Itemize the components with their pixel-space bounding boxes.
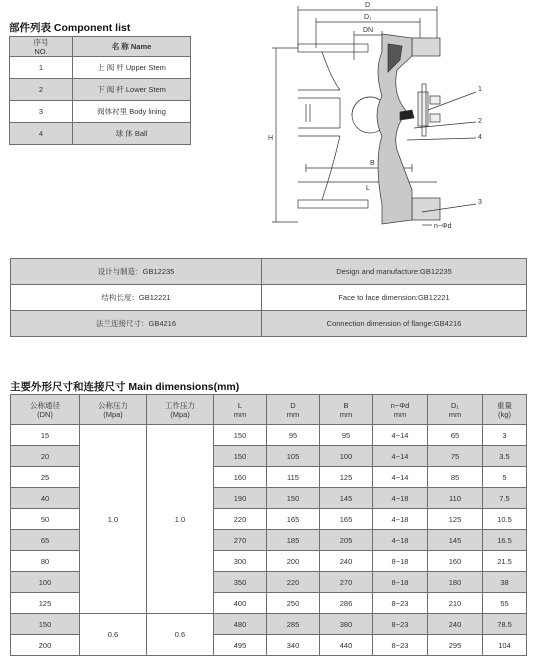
cell-l: 480	[214, 614, 267, 635]
header-L	[214, 395, 267, 425]
cell-l: 400	[214, 593, 267, 614]
cell-d1: 295	[428, 635, 483, 656]
header-nominal-pressure	[80, 395, 147, 425]
header-D1-label: D₁	[451, 400, 459, 410]
table-row	[11, 614, 527, 635]
standard-cn: 设计与制造：GB12235	[11, 259, 262, 285]
cell-dn: 150	[11, 614, 80, 635]
header-D1-unit: mm	[448, 409, 462, 419]
cell-l: 160	[214, 467, 267, 488]
label-L: L	[366, 185, 370, 192]
cell-dn: 200	[11, 635, 80, 656]
cell-nominal-pressure: 0.6	[80, 614, 147, 656]
header-L-label: L	[237, 400, 243, 410]
cell-kg: 10.5	[483, 509, 527, 530]
cell-nd: 4−14	[373, 446, 428, 467]
header-wp-cn: 工作压力	[165, 400, 195, 410]
dimensions-title: 主要外形尺寸和连接尺寸 Main dimensions(mm)	[10, 381, 240, 393]
cell-b: 145	[320, 488, 373, 509]
header-nd-unit: mm	[393, 409, 407, 419]
cell-kg: 16.5	[483, 530, 527, 551]
cell-d1: 125	[428, 509, 483, 530]
component-row	[10, 101, 191, 123]
cell-d: 220	[267, 572, 320, 593]
dimensions-table	[10, 394, 527, 656]
cell-b: 286	[320, 593, 373, 614]
cell-nd: 4−18	[373, 509, 428, 530]
cell-l: 190	[214, 488, 267, 509]
cell-nd: 8−18	[373, 572, 428, 593]
callout-1: 1	[478, 86, 482, 93]
cell-kg: 3	[483, 425, 527, 446]
header-np-cn: 公称压力	[98, 400, 128, 410]
cell-l: 495	[214, 635, 267, 656]
header-wp-unit: (Mpa)	[170, 409, 190, 419]
header-D1	[428, 395, 483, 425]
label-H: H	[268, 135, 274, 142]
component-no: 4	[10, 123, 73, 145]
cell-dn: 65	[11, 530, 80, 551]
cell-d1: 160	[428, 551, 483, 572]
component-list-title: 部件列表 Component list	[9, 22, 131, 34]
header-dn	[11, 395, 80, 425]
cell-d1: 145	[428, 530, 483, 551]
header-weight-cn: 重量	[497, 400, 512, 410]
cell-dn: 25	[11, 467, 80, 488]
cell-nd: 8−23	[373, 614, 428, 635]
cell-kg: 5	[483, 467, 527, 488]
dimensions-header	[11, 395, 527, 425]
cell-d1: 65	[428, 425, 483, 446]
header-no-en: NO.	[34, 46, 48, 56]
cell-kg: 55	[483, 593, 527, 614]
header-B-label: B	[343, 400, 349, 410]
standard-en: Connection dimension of flange:GB4216	[262, 311, 527, 337]
header-name: 名 称 Name	[73, 37, 191, 57]
cell-nd: 4−14	[373, 425, 428, 446]
component-row	[10, 123, 191, 145]
header-D-label: D	[290, 400, 296, 410]
standard-en: Face to face dimension:GB12221	[262, 285, 527, 311]
label-D1: D₁	[364, 14, 372, 21]
cell-dn: 15	[11, 425, 80, 446]
cell-d: 185	[267, 530, 320, 551]
component-no: 2	[10, 79, 73, 101]
cell-b: 205	[320, 530, 373, 551]
cell-working-pressure: 1.0	[147, 425, 214, 614]
cell-nd: 4−18	[373, 488, 428, 509]
header-no-cn: 序号	[33, 37, 49, 47]
cell-nd: 8−18	[373, 551, 428, 572]
header-B-unit: mm	[339, 409, 353, 419]
cell-nd: 4−14	[373, 467, 428, 488]
header-D-unit: mm	[286, 409, 300, 419]
cell-b: 125	[320, 467, 373, 488]
header-no	[10, 37, 73, 57]
cell-nd: 8−23	[373, 593, 428, 614]
header-dn-cn: 公称通径	[30, 400, 60, 410]
cell-d1: 180	[428, 572, 483, 593]
header-weight	[483, 395, 527, 425]
cell-d: 250	[267, 593, 320, 614]
callout-2: 2	[478, 118, 482, 125]
header-L-unit: mm	[233, 409, 247, 419]
cell-d: 115	[267, 467, 320, 488]
cell-dn: 100	[11, 572, 80, 593]
standard-en: Design and manufacture:GB12235	[262, 259, 527, 285]
cell-b: 165	[320, 509, 373, 530]
cell-l: 350	[214, 572, 267, 593]
cell-dn: 80	[11, 551, 80, 572]
cell-b: 100	[320, 446, 373, 467]
cell-l: 270	[214, 530, 267, 551]
standard-cn: 结构长度：GB12221	[11, 285, 262, 311]
cell-dn: 40	[11, 488, 80, 509]
header-nd	[373, 395, 428, 425]
component-name: 阀体衬里 Body lining	[73, 101, 191, 123]
cell-d: 95	[267, 425, 320, 446]
cell-l: 150	[214, 425, 267, 446]
cell-nominal-pressure: 1.0	[80, 425, 147, 614]
cell-b: 270	[320, 572, 373, 593]
table-row	[11, 425, 527, 446]
header-dn-unit: (DN)	[37, 409, 53, 419]
label-nd: n−Φd	[434, 223, 452, 230]
standards-row	[11, 285, 527, 311]
cell-kg: 21.5	[483, 551, 527, 572]
component-list-header	[10, 37, 191, 57]
component-row	[10, 57, 191, 79]
standards-row	[11, 311, 527, 337]
cell-nd: 4−18	[373, 530, 428, 551]
cell-dn: 125	[11, 593, 80, 614]
dimensions-body	[11, 425, 527, 656]
cell-l: 300	[214, 551, 267, 572]
cell-kg: 104	[483, 635, 527, 656]
component-name: 上 阀 杆 Upper Stem	[73, 57, 191, 79]
component-name: 下 阀 杆 Lower Stem	[73, 79, 191, 101]
cell-d: 105	[267, 446, 320, 467]
cell-working-pressure: 0.6	[147, 614, 214, 656]
component-name: 球 体 Ball	[73, 123, 191, 145]
cell-d: 165	[267, 509, 320, 530]
label-DN: DN	[363, 27, 374, 34]
component-list-table	[9, 36, 191, 145]
cell-nd: 8−23	[373, 635, 428, 656]
cell-d: 150	[267, 488, 320, 509]
label-B: B	[370, 160, 375, 167]
header-np-unit: (Mpa)	[103, 409, 123, 419]
cell-kg: 38	[483, 572, 527, 593]
cell-dn: 20	[11, 446, 80, 467]
header-weight-unit: (kg)	[498, 409, 511, 419]
header-nd-label: n−Φd	[390, 400, 410, 410]
cell-kg: 78.5	[483, 614, 527, 635]
header-working-pressure	[147, 395, 214, 425]
cell-d: 200	[267, 551, 320, 572]
callout-4: 4	[478, 134, 482, 141]
cell-d1: 110	[428, 488, 483, 509]
cell-b: 240	[320, 551, 373, 572]
cell-d1: 210	[428, 593, 483, 614]
cell-dn: 50	[11, 509, 80, 530]
cell-d1: 240	[428, 614, 483, 635]
cell-b: 440	[320, 635, 373, 656]
standard-cn: 法兰连接尺寸：GB4216	[11, 311, 262, 337]
standards-row	[11, 259, 527, 285]
cell-kg: 7.5	[483, 488, 527, 509]
cell-d: 340	[267, 635, 320, 656]
label-D: D	[365, 2, 371, 9]
component-no: 3	[10, 101, 73, 123]
cell-b: 95	[320, 425, 373, 446]
cell-d1: 75	[428, 446, 483, 467]
cell-d1: 85	[428, 467, 483, 488]
cell-d: 285	[267, 614, 320, 635]
cell-kg: 3.5	[483, 446, 527, 467]
cell-b: 380	[320, 614, 373, 635]
cell-l: 150	[214, 446, 267, 467]
header-D	[267, 395, 320, 425]
standards-table	[10, 258, 527, 337]
callout-3: 3	[478, 199, 482, 206]
cell-l: 220	[214, 509, 267, 530]
component-no: 1	[10, 57, 73, 79]
header-B	[320, 395, 373, 425]
component-row	[10, 79, 191, 101]
valve-section-drawing	[262, 0, 502, 238]
